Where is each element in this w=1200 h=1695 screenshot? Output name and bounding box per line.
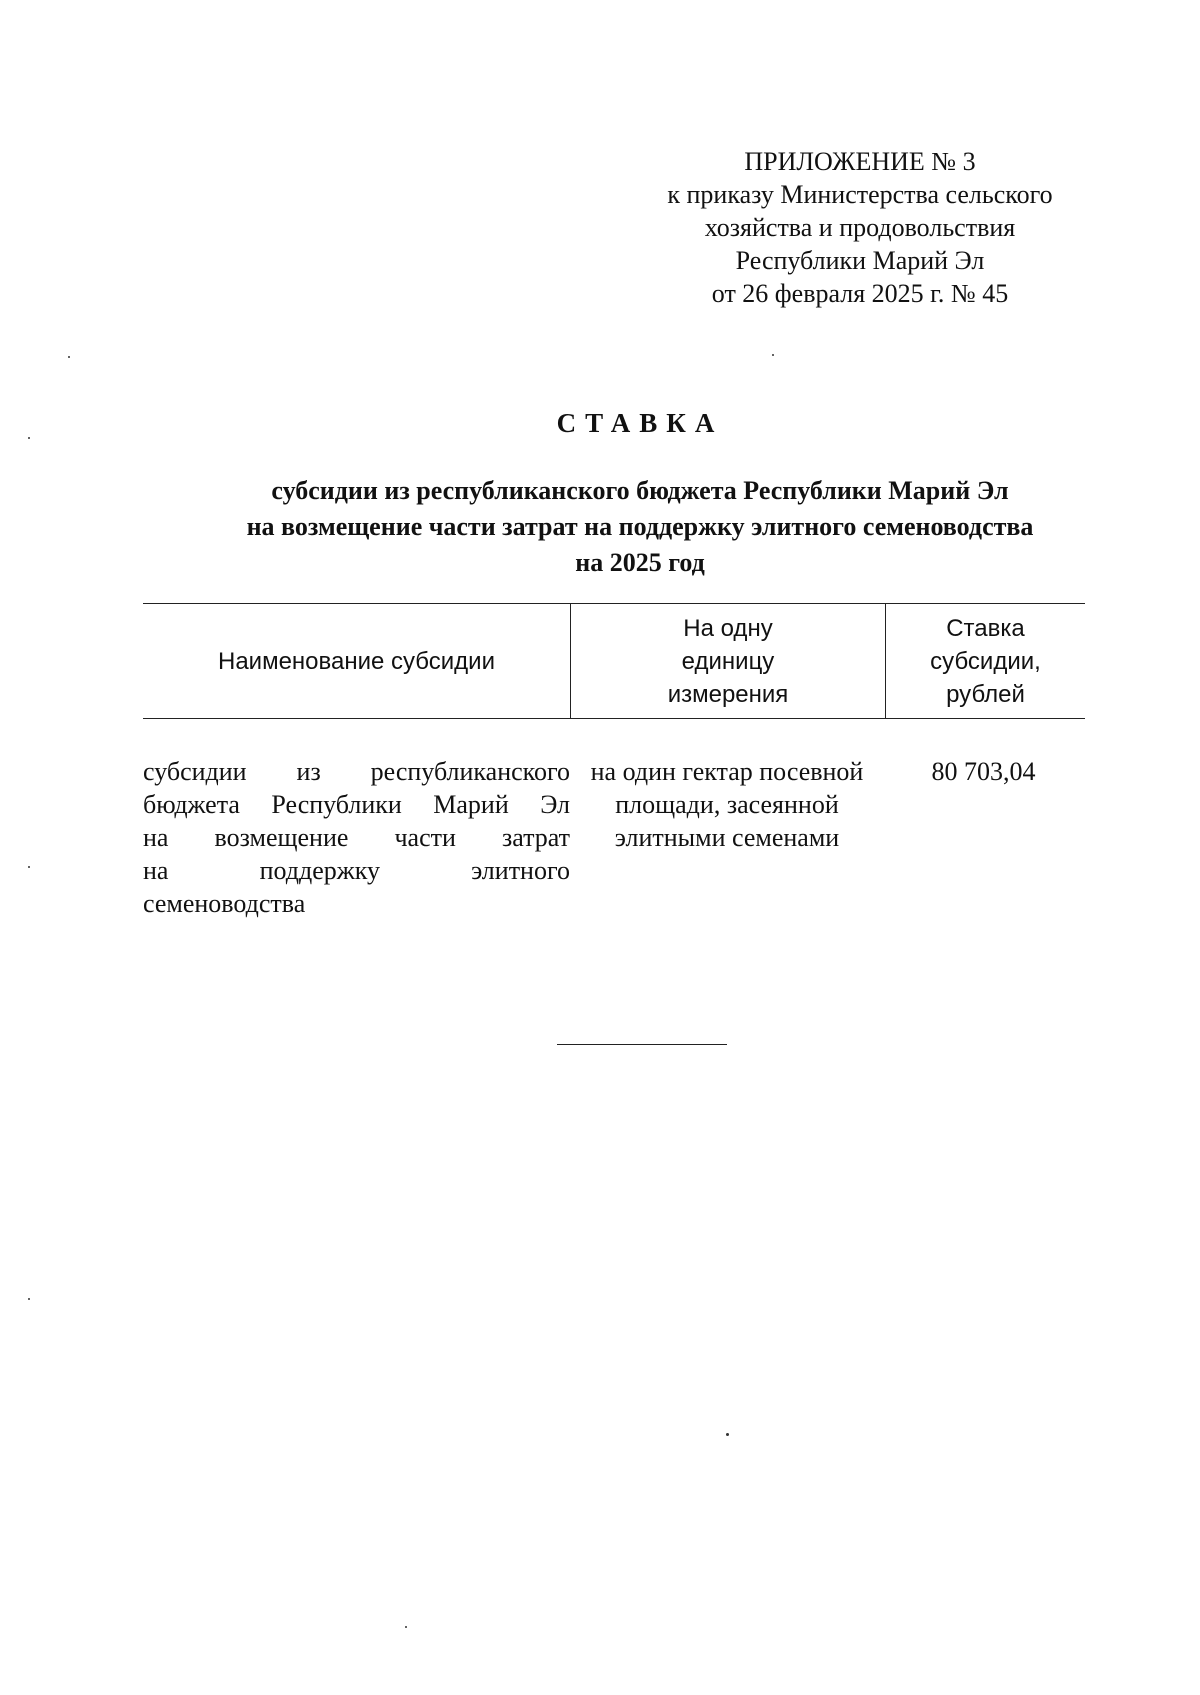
word: из	[296, 757, 321, 786]
scan-speck	[405, 1626, 407, 1628]
header-subsidy-name	[143, 604, 571, 718]
word: Республики	[271, 790, 402, 819]
scan-speck	[68, 356, 70, 358]
scan-speck	[28, 437, 30, 439]
word: бюджета	[143, 790, 240, 819]
table-header-row	[143, 603, 1085, 719]
document-subtitle	[200, 473, 1080, 581]
header-text: Наименование субсидии	[217, 647, 495, 675]
table-row	[143, 755, 1085, 920]
word: Марий	[433, 790, 509, 819]
word: возмещение	[214, 823, 349, 852]
unit-line: площади, засеянной	[615, 790, 839, 819]
cell-rate: 80 703,04	[931, 757, 1036, 786]
header-text: На одну	[683, 614, 773, 642]
rate-table	[143, 603, 1085, 920]
word: на	[143, 823, 169, 852]
header-text: рублей	[946, 680, 1025, 708]
cell-subsidy-name	[143, 755, 570, 920]
word: субсидии	[143, 757, 247, 786]
header-text: субсидии,	[930, 647, 1041, 675]
cell-unit	[570, 755, 884, 920]
header-rate	[886, 604, 1085, 718]
scan-speck	[28, 866, 30, 868]
header-unit	[571, 604, 886, 718]
appendix-line: хозяйства и продовольствия	[704, 213, 1016, 242]
scan-speck	[726, 1433, 729, 1436]
appendix-line: к приказу Министерства сельского	[667, 180, 1053, 209]
word: поддержку	[259, 856, 380, 885]
header-text: измерения	[667, 680, 789, 708]
justified-line	[143, 821, 570, 854]
word: части	[394, 823, 456, 852]
subtitle-line: на возмещение части затрат на поддержку элитного семеноводства	[246, 512, 1034, 541]
header-text: Ставка	[946, 614, 1025, 642]
subtitle-line: на 2025 год	[575, 548, 705, 577]
word: на	[143, 856, 169, 885]
word: элитного	[471, 856, 570, 885]
appendix-line: Республики Марий Эл	[735, 246, 985, 275]
justified-line	[143, 755, 570, 788]
justified-line	[143, 854, 570, 887]
appendix-line: от 26 февраля 2025 г. № 45	[711, 279, 1009, 308]
header-text: единицу	[681, 647, 775, 675]
scan-speck	[772, 354, 774, 356]
justified-line	[143, 887, 570, 920]
appendix-header	[620, 145, 1100, 310]
end-divider	[557, 1044, 727, 1045]
word: республиканского	[370, 757, 570, 786]
unit-line: на один гектар посевной	[590, 757, 864, 786]
appendix-line: ПРИЛОЖЕНИЕ № 3	[744, 147, 976, 176]
document-title: СТАВКА	[556, 408, 724, 438]
unit-line: элитными семенами	[614, 823, 840, 852]
justified-line	[143, 788, 570, 821]
word: семеноводства	[143, 889, 306, 918]
word: затрат	[501, 823, 570, 852]
subtitle-line: субсидии из республиканского бюджета Республики Марий Эл	[271, 476, 1009, 505]
word: Эл	[540, 790, 570, 819]
scan-speck	[28, 1298, 30, 1300]
